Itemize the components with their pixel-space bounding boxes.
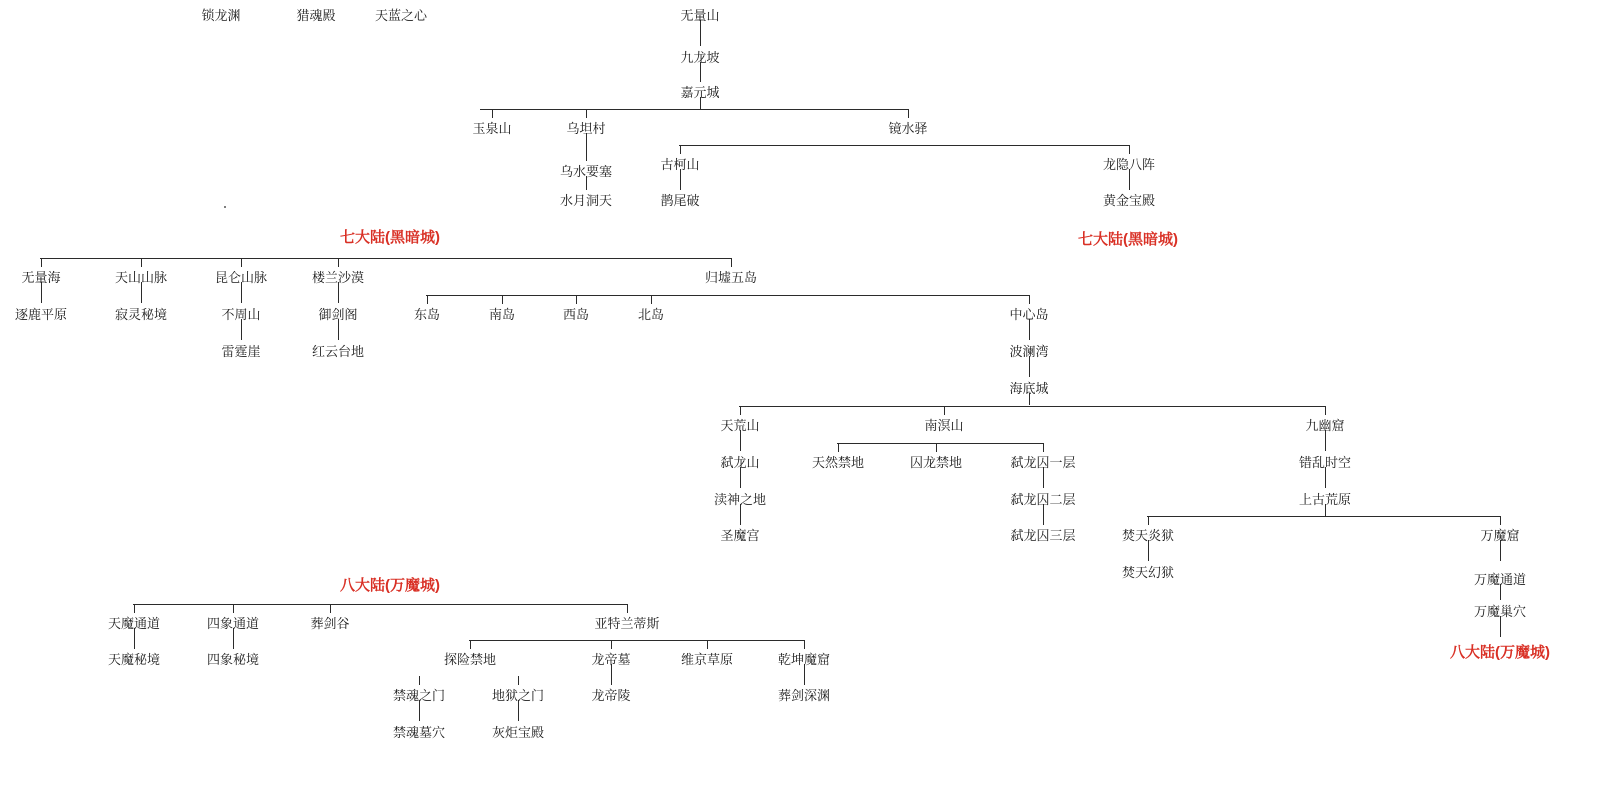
connector-vertical — [731, 258, 732, 267]
map-node[interactable]: 寂灵秘境 — [114, 307, 168, 322]
map-node[interactable]: 弑龙囚二层 — [1010, 492, 1076, 507]
map-node[interactable]: 东岛 — [413, 307, 441, 322]
connector-vertical — [651, 295, 652, 304]
connector-horizontal — [480, 109, 909, 110]
connector-vertical — [700, 20, 701, 46]
map-node[interactable]: 上古荒原 — [1298, 492, 1352, 507]
connector-vertical — [1325, 467, 1326, 488]
connector-vertical — [492, 109, 493, 118]
map-node[interactable]: 雷霆崖 — [221, 344, 261, 359]
map-node[interactable]: 焚天幻狱 — [1121, 565, 1175, 580]
map-node[interactable]: 探险禁地 — [443, 652, 497, 667]
connector-vertical — [740, 406, 741, 415]
map-node[interactable]: 乌坦村 — [566, 121, 606, 136]
map-node[interactable]: 灰炬宝殿 — [491, 725, 545, 740]
map-node[interactable]: 水月洞天 — [559, 193, 613, 208]
connector-horizontal — [469, 640, 805, 641]
map-node[interactable]: 玉泉山 — [472, 121, 512, 136]
connector-vertical — [1500, 540, 1501, 561]
map-node[interactable]: 弑龙囚一层 — [1010, 455, 1076, 470]
continent-label-node[interactable]: 八大陆(万魔城) — [340, 577, 440, 594]
connector-vertical — [41, 282, 42, 303]
map-node[interactable]: 南岛 — [488, 307, 516, 322]
map-node[interactable]: 弑龙山 — [720, 455, 760, 470]
connector-vertical — [330, 604, 331, 613]
connector-vertical — [338, 282, 339, 303]
map-node[interactable]: 嘉元城 — [680, 85, 720, 100]
map-node[interactable]: 北岛 — [637, 307, 665, 322]
connector-vertical — [338, 258, 339, 267]
connector-horizontal — [837, 443, 1044, 444]
map-node[interactable]: 亚特兰蒂斯 — [594, 616, 660, 631]
connector-vertical — [1148, 540, 1149, 561]
connector-vertical — [141, 258, 142, 267]
map-node[interactable]: 归墟五岛 — [704, 270, 758, 285]
connector-vertical — [1129, 145, 1130, 154]
map-node[interactable]: 四象秘境 — [206, 652, 260, 667]
connector-vertical — [1500, 616, 1501, 637]
map-node[interactable]: 镜水驿 — [888, 121, 928, 136]
map-node[interactable]: 九幽窟 — [1305, 418, 1345, 433]
connector-vertical — [936, 443, 937, 452]
connector-vertical — [586, 133, 587, 161]
map-node[interactable]: 天然禁地 — [811, 455, 865, 470]
map-node[interactable]: 万魔窟 — [1480, 528, 1520, 543]
map-node[interactable]: 地狱之门 — [491, 688, 545, 703]
map-node[interactable]: 红云台地 — [311, 344, 365, 359]
map-node[interactable]: 渎神之地 — [713, 492, 767, 507]
connector-vertical — [470, 640, 471, 649]
connector-horizontal — [426, 295, 1030, 296]
connector-vertical — [427, 295, 428, 304]
connector-vertical — [740, 430, 741, 451]
connector-vertical — [419, 700, 420, 721]
map-node[interactable]: 不周山 — [221, 307, 261, 322]
connector-vertical — [233, 604, 234, 613]
connector-vertical — [134, 628, 135, 649]
connector-horizontal — [739, 406, 1326, 407]
map-node[interactable]: 错乱时空 — [1298, 455, 1352, 470]
connector-vertical — [707, 640, 708, 649]
map-node[interactable]: 南溟山 — [924, 418, 964, 433]
map-node[interactable]: 黄金宝殿 — [1102, 193, 1156, 208]
map-node[interactable]: 昆仑山脉 — [214, 270, 268, 285]
connector-vertical — [233, 628, 234, 649]
connector-vertical — [804, 640, 805, 649]
map-node[interactable]: 逐鹿平原 — [14, 307, 68, 322]
map-node[interactable]: 九龙坡 — [680, 50, 720, 65]
connector-vertical — [611, 640, 612, 649]
map-node[interactable]: 波澜湾 — [1009, 344, 1049, 359]
connector-vertical — [241, 282, 242, 303]
connector-vertical — [804, 664, 805, 685]
map-node[interactable]: 弑龙囚三层 — [1010, 528, 1076, 543]
connector-vertical — [576, 295, 577, 304]
connector-vertical — [627, 604, 628, 613]
connector-vertical — [1029, 356, 1030, 377]
map-node[interactable]: 西岛 — [562, 307, 590, 322]
connector-horizontal — [1147, 516, 1501, 517]
map-node[interactable]: 囚龙禁地 — [909, 455, 963, 470]
map-node[interactable]: 四象通道 — [206, 616, 260, 631]
map-node[interactable]: 天魔秘境 — [107, 652, 161, 667]
connector-horizontal — [133, 604, 628, 605]
connector-vertical — [241, 258, 242, 267]
connector-vertical — [1043, 467, 1044, 488]
connector-vertical — [134, 604, 135, 613]
connector-vertical — [838, 443, 839, 452]
connector-vertical — [1129, 169, 1130, 190]
connector-vertical — [1029, 319, 1030, 340]
map-node[interactable]: 维京草原 — [680, 652, 734, 667]
connector-vertical — [611, 664, 612, 685]
map-node[interactable]: 圣魔宫 — [720, 528, 760, 543]
connector-vertical — [1148, 516, 1149, 525]
continent-label-node[interactable]: 八大陆(万魔城) — [1450, 644, 1550, 661]
map-node[interactable]: 乌水要塞 — [559, 164, 613, 179]
map-node[interactable]: 无量海 — [21, 270, 61, 285]
map-node[interactable]: 古柯山 — [660, 157, 700, 172]
map-node[interactable]: 焚天炎狱 — [1121, 528, 1175, 543]
map-node[interactable]: 海底城 — [1009, 381, 1049, 396]
connector-vertical — [141, 282, 142, 303]
map-node[interactable]: 楼兰沙漠 — [311, 270, 365, 285]
connector-vertical — [241, 319, 242, 340]
map-node[interactable]: 万魔通道 — [1473, 572, 1527, 587]
connector-vertical — [338, 319, 339, 340]
map-node[interactable]: 禁魂之门 — [392, 688, 446, 703]
connector-vertical — [419, 676, 420, 685]
connector-vertical — [1043, 443, 1044, 452]
connector-vertical — [1325, 406, 1326, 415]
map-node[interactable]: 龙帝墓 — [591, 652, 631, 667]
connector-vertical — [1043, 504, 1044, 525]
connector-vertical — [1029, 295, 1030, 304]
map-node[interactable]: 葬剑深渊 — [777, 688, 831, 703]
continent-label-node[interactable]: 七大陆(黑暗城) — [1078, 231, 1178, 248]
connector-vertical — [1500, 516, 1501, 525]
continent-label-node[interactable]: 七大陆(黑暗城) — [340, 229, 440, 246]
map-node[interactable]: 龙隐八阵 — [1102, 157, 1156, 172]
connector-vertical — [944, 406, 945, 415]
connector-vertical — [502, 295, 503, 304]
connector-vertical — [41, 258, 42, 267]
map-node[interactable]: 葬剑谷 — [310, 616, 350, 631]
map-node[interactable]: 鹊尾破 — [660, 193, 700, 208]
stray-dot-marker — [224, 206, 226, 208]
map-node[interactable]: 御剑阁 — [318, 307, 358, 322]
map-node[interactable]: 中心岛 — [1009, 307, 1049, 322]
map-node[interactable]: 猎魂殿 — [296, 8, 336, 23]
connector-horizontal — [679, 145, 1130, 146]
connector-vertical — [740, 467, 741, 488]
connector-vertical — [680, 169, 681, 190]
map-node[interactable]: 龙帝陵 — [591, 688, 631, 703]
connector-vertical — [680, 145, 681, 154]
map-node[interactable]: 禁魂墓穴 — [392, 725, 446, 740]
map-node[interactable]: 乾坤魔窟 — [777, 652, 831, 667]
map-node[interactable]: 天魔通道 — [107, 616, 161, 631]
map-node[interactable]: 天蓝之心 — [374, 8, 428, 23]
map-node[interactable]: 天山山脉 — [114, 270, 168, 285]
connector-vertical — [740, 504, 741, 525]
connector-vertical — [1325, 430, 1326, 451]
connector-vertical — [700, 62, 701, 82]
connector-vertical — [586, 109, 587, 118]
connector-vertical — [908, 109, 909, 118]
connector-vertical — [518, 676, 519, 685]
map-node[interactable]: 天荒山 — [720, 418, 760, 433]
map-node[interactable]: 锁龙渊 — [201, 8, 241, 23]
connector-horizontal — [40, 258, 732, 259]
connector-vertical — [518, 700, 519, 721]
map-node[interactable]: 万魔巢穴 — [1473, 604, 1527, 619]
map-node[interactable]: 无量山 — [680, 8, 720, 23]
